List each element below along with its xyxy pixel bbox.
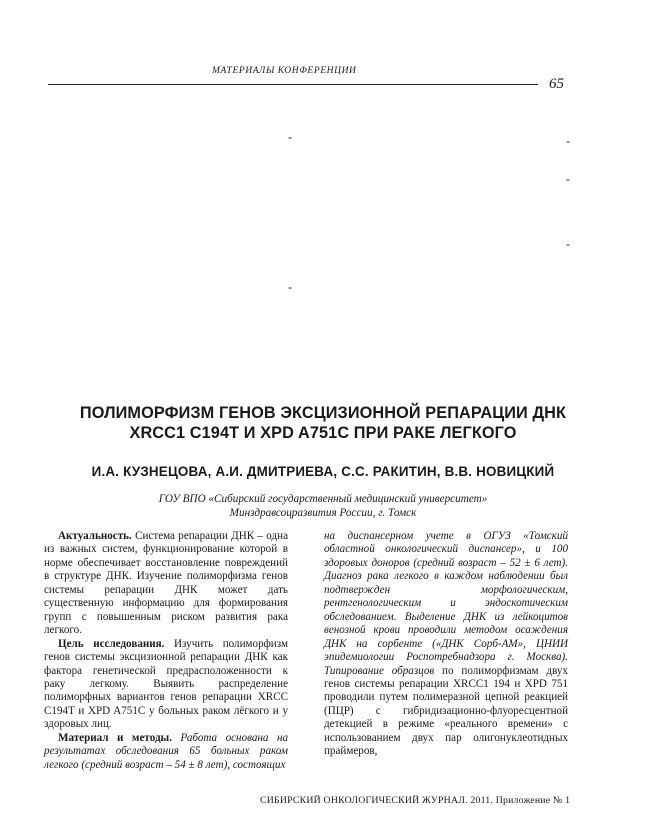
paragraph-text: Изучить полиморфизм генов системы эксцизионной репарации ДНК как фактора генетической предрасположенности к раку легкому. Выявить распределение полиморфных вариантов генов репарации XRCC C194T и XPD A751C у больных раком лёгкого и у здоровых лиц. (44, 637, 288, 731)
article-title-line2: XRCC1 C194T И XPD A751C ПРИ РАКЕ ЛЕГКОГО (129, 424, 517, 442)
stray-dash-mark: - (566, 134, 570, 148)
body-column-right (324, 530, 568, 759)
paragraph-text-italic-continued: на диспансерном учете в ОГУЗ «Томский областной онкологический диспансер», и 100 здоровых доноров (средний возраст – 52 ± 6 лет). Диагноз рака легкого в каждом наблюдении был подтвержден морфологическим, рентгенологическим и эндоскотическим обследованием. Выделение ДНК из лейкоцитов венозной крови проводили методом осаждения ДНК на сорбенте («ДНК Сорб-АМ», ЦНИИ эпидемиологии Роспотребнадзора г. Москва). Типирование образцов (324, 530, 568, 677)
running-header-section: МАТЕРИАЛЫ КОНФЕРЕНЦИИ (212, 66, 357, 76)
page-number: 65 (549, 76, 564, 92)
header-rule (48, 84, 538, 85)
paragraph-text: Система репарации ДНК – одна из важных систем, функционирование которой в норме обеспечивает восстановление повреждений в структуре ДНК. Изучение полиморфизма генов системы репарации ДНК может дать существенную информацию для формирования групп с повышенным риском развития рака легкого. (44, 530, 288, 637)
stray-dash-mark: - (566, 172, 570, 186)
paragraph-heading: Цель исследования. (58, 637, 165, 650)
paragraph-text-italic: Работа основана на результатах обследования 65 больных раком легкого (средний возраст – 54 ± 8 лет), состоящих (44, 731, 288, 771)
article-authors: И.А. КУЗНЕЦОВА, А.И. ДМИТРИЕВА, С.С. РАКИТИН, В.В. НОВИЦКИЙ (91, 464, 555, 479)
paragraph-relevance (44, 530, 288, 638)
journal-footer: СИБИРСКИЙ ОНКОЛОГИЧЕСКИЙ ЖУРНАЛ. 2011. Приложение № 1 (260, 795, 571, 806)
stray-dash-mark: - (288, 130, 292, 144)
stray-dash-mark: - (288, 280, 292, 294)
stray-dash-mark: - (566, 237, 570, 251)
paragraph-methods-start (44, 732, 288, 772)
affiliation-line1: ГОУ ВПО «Сибирский государственный медицинский университет» (158, 493, 488, 505)
affiliation-line2: Минздравсоцразвития России, г. Томск (229, 507, 417, 519)
paragraph-text-continued: по полиморфизмам двух генов системы репарации XRCC1 194 и XPD 751 проводили путем полимеразной цепной реакцией (ПЦР) с гибридизационно-флуоресцентной детекцией в режиме «реального времени» с использованием двух пар олигонуклеотидных праймеров, (324, 664, 568, 758)
paragraph-heading: Материал и методы. (58, 731, 172, 744)
paragraph-aim (44, 638, 288, 732)
body-column-left (44, 530, 288, 772)
article-title-line1: ПОЛИМОРФИЗМ ГЕНОВ ЭКСЦИЗИОННОЙ РЕПАРАЦИИ ДНК (79, 404, 567, 422)
article-affiliation (30, 492, 616, 520)
article-title (30, 403, 616, 443)
paragraph-heading: Актуальность. (58, 530, 132, 542)
